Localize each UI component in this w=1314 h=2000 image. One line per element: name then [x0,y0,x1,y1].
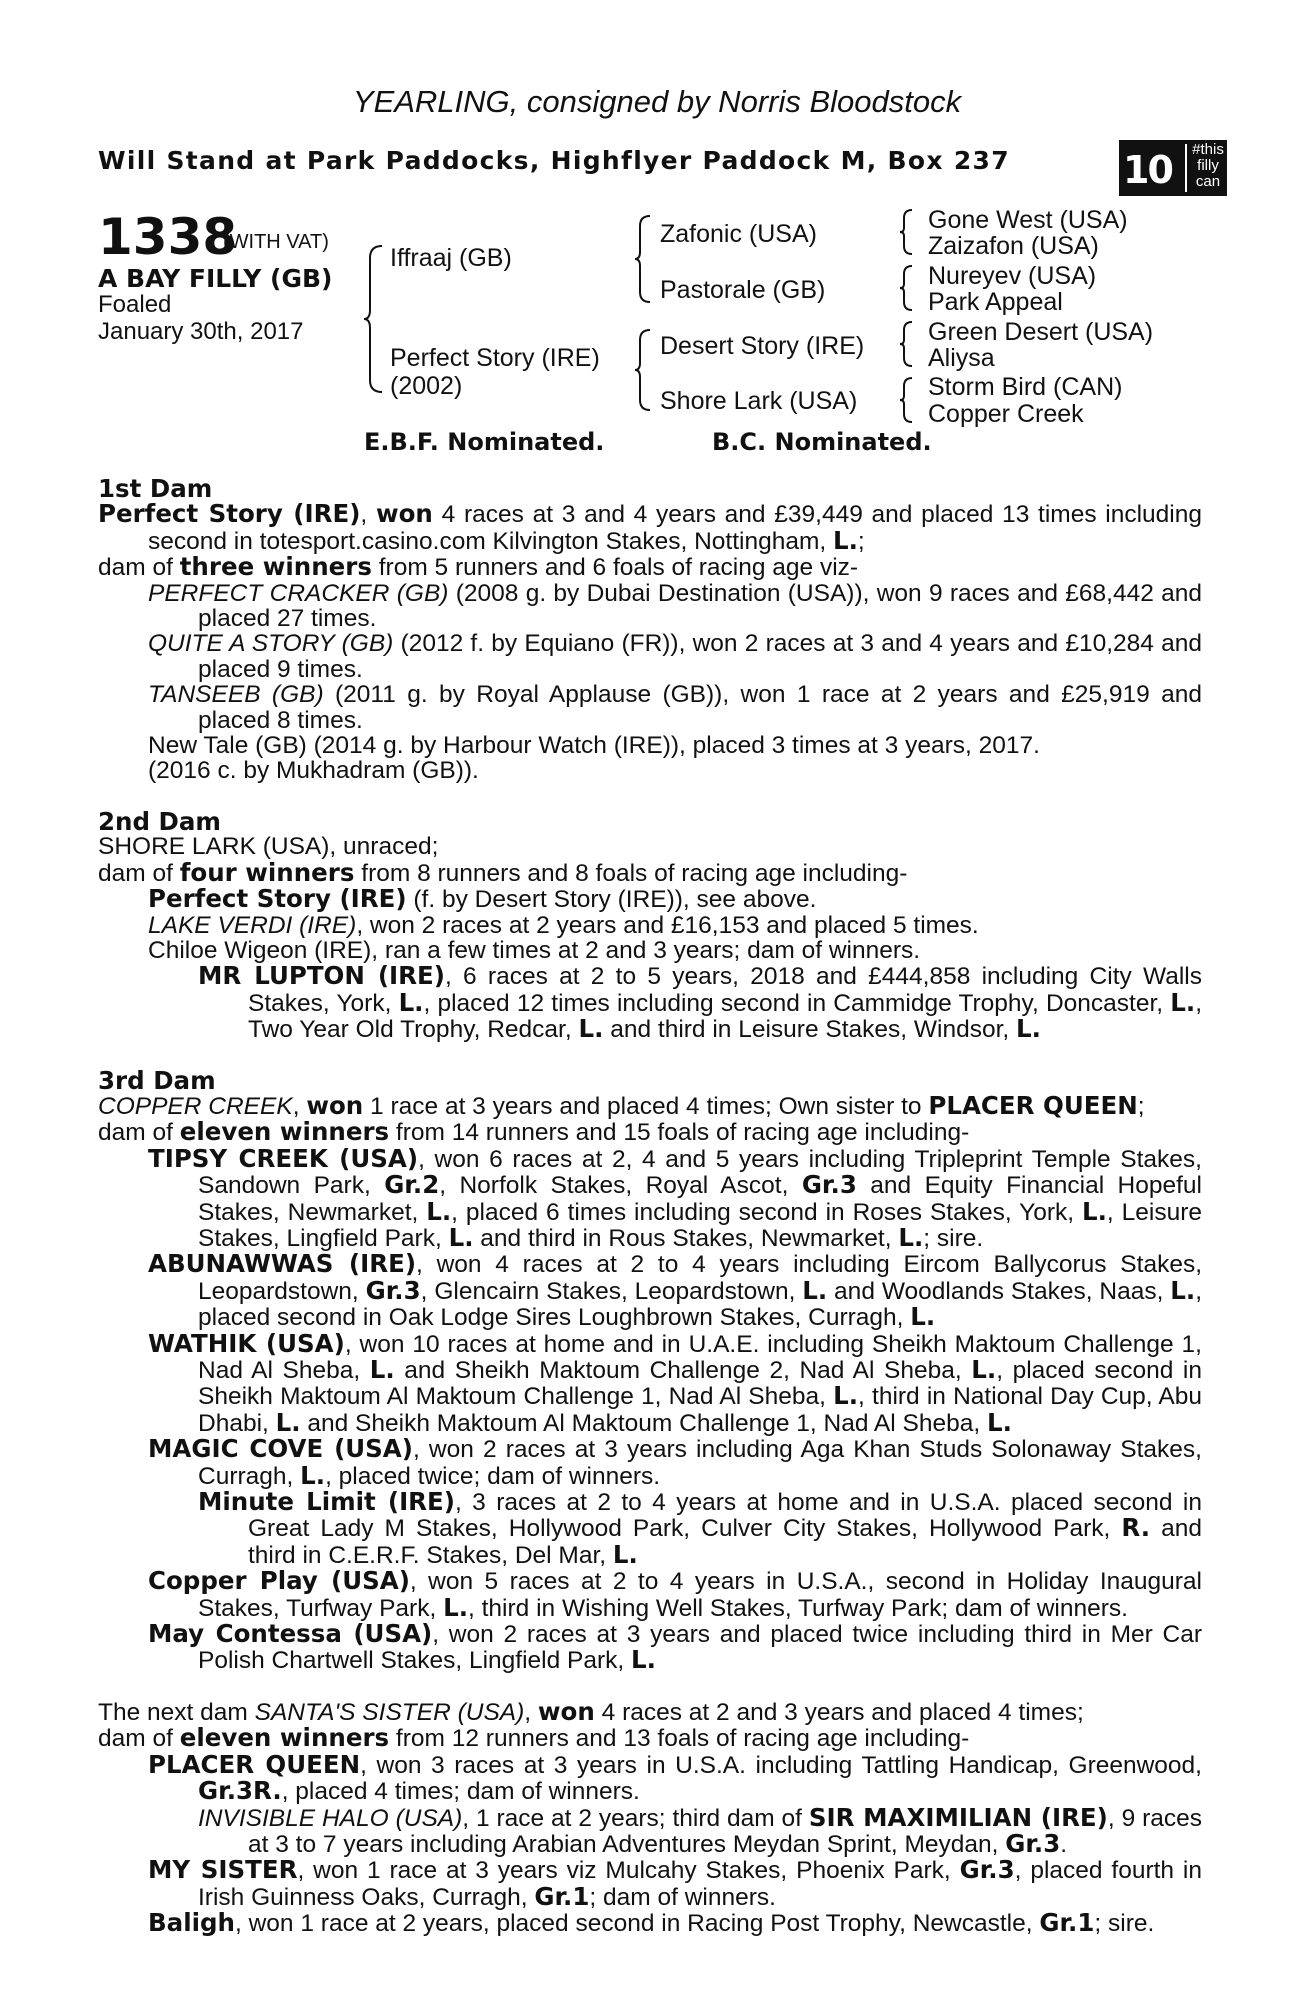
pedigree-g3-3: Nureyev (USA) [928,262,1097,290]
summary-text: from 14 runners and 15 foals of racing age including- [389,1119,970,1147]
pedigree-sire-sire: Zafonic (USA) [660,220,817,248]
listed-mark: L. [448,1222,474,1252]
winners-count: four winners [179,857,355,887]
next-dam-record [98,1696,1202,1726]
this-filly-can-logo [1119,140,1227,196]
third-dam-heading: 3rd Dam [98,1065,216,1095]
produce-entry [98,1749,1202,1806]
grade-mark: Gr.2 [384,1170,440,1200]
produce-text: , placed 6 times including second in Roses Stakes, York, [451,1198,1082,1226]
produce-text: , 3 races at 2 to 4 years at home and in U.S.A. placed second in Great Lady M Stakes, Hollywood Park, Culver City Stakes, Hollywood Park, [248,1489,1202,1543]
produce-text: , third in National Day Cup, Abu Dhabi, [198,1383,1203,1437]
listed-mark: L. [986,1407,1012,1437]
produce-text: and Woodlands Stakes, Naas, [827,1277,1171,1305]
winners-count: eleven winners [179,1117,390,1147]
produce-text: , 6 races at 2 to 5 years, 2018 and £444,858 including City Walls Stakes, York, [248,963,1202,1017]
logo-divider [1185,144,1187,192]
listed-mark: L. [369,1355,395,1384]
summary-text: dam of [98,859,180,887]
summary-text: dam of [98,554,180,582]
third-dam-record [98,1090,1202,1120]
produce-entry [98,1143,1203,1252]
first-dam-record: Perfect Story (IRE), won 4 races at 3 and 4 years and £39,449 and placed 13 times including second in totesport.casino.com Kilvington Stakes, Nottingham, L.; [98,499,1203,555]
produce-text: , won 5 races at 2 to 4 years in U.S.A., second in Holiday Inaugural Stakes, Turfway Park, [198,1568,1202,1622]
winners-count: three winners [179,552,372,582]
produce-text: ; sire. [923,1224,984,1252]
produce-name: May Contessa (USA) [148,1619,433,1649]
dam-name: SANTA'S SISTER (USA) [254,1698,525,1726]
produce-text: and third in C.E.R.F. Stakes, Del Mar, [248,1515,1202,1569]
listed-mark: L. [300,1460,326,1490]
record-text: 1 race at 3 years and placed 4 times; Own sister to [363,1092,929,1120]
lot-number: 1338 [98,208,238,266]
listed-mark: L. [1082,1196,1107,1226]
produce-name: TANSEEB (GB) [148,681,324,709]
produce-entry: Chiloe Wigeon (IRE), ran a few times at 2 and 3 years; dam of winners. [148,936,921,964]
produce-entry: (2016 c. by Mukhadram (GB)). [148,757,479,785]
third-dam-produce-summary [98,1119,1202,1145]
produce-text: , placed 4 times; dam of winners. [281,1778,640,1806]
second-dam-record: SHORE LARK (USA), unraced; [98,833,439,861]
listed-mark: L. [426,1196,452,1226]
grade-mark: Gr.3 [1005,1828,1061,1858]
produce-name: TIPSY CREEK (USA) [148,1143,419,1173]
pedigree-g3-2: Zaizafon (USA) [928,232,1099,260]
produce-name: MY SISTER [148,1855,298,1885]
listed-mark: L. [910,1302,936,1332]
produce-entry [98,1568,1202,1621]
produce-text: , won 1 race at 2 years, placed second in Racing Post Trophy, Newcastle, [234,1910,1040,1938]
sister-name: PLACER QUEEN [928,1090,1138,1120]
section-gap [98,784,1202,809]
produce-name: PERFECT CRACKER (GB) [148,579,449,607]
pedigree-g3-6: Aliysa [928,344,995,372]
produce-text: and Sheikh Maktoum Al Maktoum Challenge 1, Nad Al Sheba, [300,1409,987,1437]
pedigree-brace-sire [633,214,653,304]
produce-text: , placed fourth in Irish Guinness Oaks, Curragh, [198,1857,1202,1911]
logo-line: #this [1192,141,1224,158]
page-title: YEARLING, consigned by Norris Bloodstock [352,84,962,119]
listed-mark: L. [578,1014,604,1044]
produce-entry [98,1857,1202,1910]
grade-mark: Gr.3 [959,1855,1015,1885]
produce-text: . [1060,1830,1068,1858]
second-dam-produce-summary [98,857,1202,887]
produce-text: and third in Rous Stakes, Newmarket, [473,1224,899,1252]
listed-mark: L. [833,1381,859,1411]
pedigree-dam-sire: Desert Story (IRE) [660,332,865,360]
summary-text: dam of [98,1725,180,1753]
won-label: won [306,1090,364,1120]
produce-text: , Two Year Old Trophy, Redcar, [248,989,1203,1044]
produce-name: QUITE A STORY (GB) [148,630,394,658]
grade-mark: Gr.3 [801,1170,857,1200]
produce-name: Copper Play (USA) [148,1566,410,1596]
listed-mark: L. [1170,987,1196,1017]
record-text: The next dam [98,1698,255,1726]
listed-mark: L. [1170,1275,1196,1305]
produce-text: , won 1 race at 3 years viz Mulcahy Stakes, Phoenix Park, [297,1857,960,1885]
section-gap [98,1674,1202,1699]
produce-entry [98,581,1202,632]
produce-name: INVISIBLE HALO (USA) [198,1804,463,1832]
winners-count: eleven winners [179,1723,390,1753]
record-text: , [524,1698,538,1726]
produce-text: ; dam of winners. [589,1883,776,1911]
pedigree-notes [98,476,1202,1937]
foaled-label: Foaled [98,291,172,318]
summary-text: from 5 runners and 6 foals of racing age viz- [371,554,859,582]
produce-entry: New Tale (GB) (2014 g. by Harbour Watch (IRE)), placed 3 times at 3 years, 2017. [148,732,1040,760]
pedigree-dam-dam: Shore Lark (USA) [660,387,858,415]
produce-text: , won 2 races at 2 years and £16,153 and placed 5 times. [356,911,979,939]
produce-entry [98,1328,1203,1437]
listed-mark: L. [833,525,858,555]
first-dam-heading: 1st Dam [98,474,213,503]
produce-text: , 1 race at 2 years; third dam of [462,1804,809,1832]
produce-entry [98,1802,1202,1858]
record-text: , [292,1092,307,1120]
produce-text: , placed second in Oak Lodge Sires Loughbrown Stakes, Curragh, [198,1277,1203,1332]
produce-entry [98,963,1202,1042]
grade-mark: Gr.3R. [198,1776,282,1806]
produce-text: , Glencairn Stakes, Leopardstown, [420,1277,803,1305]
pedigree-g3-4: Park Appeal [928,288,1063,316]
produce-text: , third in Wishing Well Stakes, Turfway Park; dam of winners. [468,1594,1128,1622]
produce-text: and Sheikh Maktoum Challenge 2, Nad Al Sheba, [394,1357,972,1384]
pedigree-g3-1: Gone West (USA) [928,206,1128,234]
pedigree-brace-g3 [898,320,914,368]
produce-name: Minute Limit (IRE) [198,1487,455,1517]
restricted-mark: R. [1121,1513,1151,1543]
produce-name: ABUNAWWAS (IRE) [148,1249,417,1279]
grade-mark: Gr.3 [365,1275,421,1305]
logo-line: can [1195,173,1221,190]
record-text: ; [1137,1092,1145,1120]
produce-text: , won 6 races at 2, 4 and 5 years including Tripleprint Temple Stakes, Sandown Park, [198,1145,1202,1200]
produce-entry [98,913,1202,938]
produce-text: , won 10 races at home and in U.A.E. including Sheikh Maktoum Challenge 1, Nad Al Sheba, [198,1330,1202,1384]
produce-text: (2012 f. by Equiano (FR)), won 2 races at 3 and 4 years and £10,284 and placed 9 times. [198,630,1202,683]
summary-text: dam of [98,1119,180,1147]
listed-mark: L. [898,1222,924,1252]
lot-description: A BAY FILLY (GB) [98,264,333,293]
produce-name: MAGIC COVE (USA) [148,1434,413,1464]
produce-entry [98,1621,1202,1674]
record-text: ; [857,527,865,555]
produce-text: (2008 g. by Dubai Destination (USA)), won 9 races and £68,442 and placed 27 times. [198,579,1202,633]
pedigree-dam-year: (2002) [390,372,463,400]
grade-mark: Gr.1 [534,1881,590,1911]
produce-entry [98,1436,1202,1489]
grade-mark: Gr.1 [1039,1908,1095,1938]
pedigree-g3-5: Green Desert (USA) [928,318,1154,346]
dam-name: Perfect Story (IRE) [98,499,361,529]
summary-text: from 12 runners and 13 foals of racing age including- [389,1725,970,1753]
listed-mark: L. [1016,1014,1041,1044]
produce-text: and third in Leisure Stakes, Windsor, [603,1016,1017,1044]
produce-text: , Norfolk Stakes, Royal Ascot, [439,1172,802,1200]
produce-text: (2011 g. by Royal Applause (GB)), won 1 race at 2 years and £25,919 and placed 8 times. [198,681,1202,734]
pedigree-brace-g4 [898,376,914,424]
listed-mark: L. [802,1275,828,1305]
logo-ten: 10 [1123,148,1172,192]
produce-name: MR LUPTON (IRE) [198,961,445,991]
produce-name: Perfect Story (IRE) [148,884,407,914]
pedigree-brace-dam [633,328,653,412]
produce-name: SIR MAXIMILIAN (IRE) [808,1802,1108,1832]
first-dam-produce-summary [98,554,1202,580]
produce-text: , won 4 races at 2 to 4 years including Eircom Ballycorus Stakes, Leopardstown, [198,1251,1203,1305]
stand-location: Will Stand at Park Paddocks, Highflyer Paddock M, Box 237 [98,146,1010,175]
listed-mark: L. [631,1645,656,1675]
second-dam-heading: 2nd Dam [98,806,221,836]
summary-text: from 8 runners and 8 foals of racing age including- [354,859,908,887]
produce-entry [98,682,1202,733]
listed-mark: L. [443,1592,469,1622]
produce-entry [98,1910,1202,1936]
produce-text: and Equity Financial Hopeful Stakes, Newmarket, [198,1172,1202,1226]
pedigree-g3-8: Copper Creek [928,400,1084,428]
pedigree-dam: Perfect Story (IRE) [390,344,600,372]
listed-mark: L. [398,987,424,1017]
produce-text: , placed second in Sheikh Maktoum Al Maktoum Challenge 1, Nad Al Sheba, [198,1357,1203,1411]
produce-name: LAKE VERDI (IRE) [148,911,357,939]
produce-text: ; sire. [1094,1910,1155,1938]
bc-nominated: B.C. Nominated. [712,428,932,456]
produce-entry [98,631,1202,682]
pedigree-brace-main [362,244,386,394]
section-gap [98,1043,1202,1068]
produce-text: , won 2 races at 3 years and placed twice including third in Mer Car Polish Chartwell Stakes, Lingfield Park, [198,1621,1202,1675]
produce-text: , 9 races at 3 to 7 years including Arabian Adventures Meydan Sprint, Meydan, [248,1804,1202,1858]
dam-name: COPPER CREEK [98,1092,293,1120]
produce-entry [98,1251,1202,1330]
listed-mark: L. [612,1539,638,1569]
logo-tagline [1191,142,1225,190]
pedigree-sire-dam: Pastorale (GB) [660,276,826,304]
pedigree-brace-g1 [898,208,914,256]
produce-name: Baligh [148,1908,235,1938]
produce-text: , placed twice; dam of winners. [325,1462,661,1490]
listed-mark: L. [971,1355,997,1384]
record-text: 4 races at 3 and 4 years and £39,449 and placed 13 times including second in totesport.casino.com Kilvington Stakes, Nottingham, [148,501,1203,555]
pedigree-brace-g2 [898,264,914,312]
produce-text: (f. by Desert Story (IRE)), see above. [406,886,817,914]
produce-name: PLACER QUEEN [148,1749,361,1779]
produce-text: , won 2 races at 3 years including Aga Khan Studs Solonaway Stakes, Curragh, [198,1436,1202,1490]
produce-name: WATHIK (USA) [148,1328,345,1358]
foaled-date: January 30th, 2017 [98,318,304,345]
logo-line: filly [1197,157,1219,174]
produce-entry [98,1489,1202,1568]
record-text: 4 races at 2 and 3 years and placed 4 times; [594,1698,1084,1726]
produce-entry [98,886,1202,912]
pedigree-g3-7: Storm Bird (CAN) [928,373,1123,401]
produce-text: , Leisure Stakes, Lingfield Park, [198,1198,1203,1252]
listed-mark: L. [275,1407,301,1437]
next-dam-produce-summary [98,1725,1202,1751]
ebf-nominated: E.B.F. Nominated. [364,428,605,456]
produce-text: , placed 12 times including second in Cammidge Trophy, Doncaster, [423,989,1171,1017]
produce-text: , won 3 races at 3 years in U.S.A. including Tattling Handicap, Greenwood, [360,1751,1202,1779]
pedigree-sire: Iffraaj (GB) [390,244,512,272]
vat-note: (WITH VAT) [223,231,329,253]
won-label: won [375,499,433,529]
won-label: won [537,1696,595,1726]
